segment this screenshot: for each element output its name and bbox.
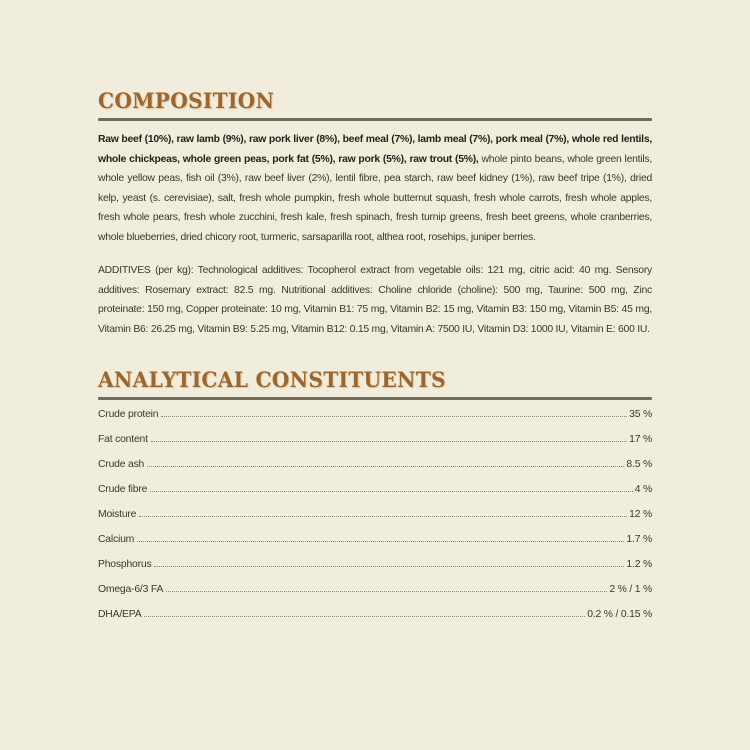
constituent-row [98, 459, 652, 484]
dot-leader [150, 490, 632, 492]
dot-leader [139, 515, 627, 517]
constituent-value: 17 % [629, 434, 652, 445]
composition-heading: COMPOSITION [98, 88, 275, 113]
constituent-row [98, 434, 652, 459]
constituent-row [98, 559, 652, 584]
analytical-constituents-heading: ANALYTICAL CONSTITUENTS [98, 367, 446, 392]
constituent-value: 35 % [629, 409, 652, 420]
constituent-row [98, 609, 652, 634]
dot-leader [147, 465, 624, 467]
constituent-label: DHA/EPA [98, 609, 142, 620]
constituent-value: 8.5 % [626, 459, 652, 470]
composition-section [98, 88, 652, 339]
nutrition-document [98, 88, 652, 634]
constituent-value: 1.2 % [626, 559, 652, 570]
primary-ingredients: Raw beef (10%), raw lamb (9%), raw pork liver (8%), beef meal (7%), lamb meal (7%), pork meal (7%), whole red lentils, whole chickpeas, whole green peas, pork fat (5%), raw pork (5%), raw trout (5%), [98, 134, 652, 165]
secondary-ingredients: whole pinto beans, whole green lentils, whole yellow peas, fish oil (3%), raw beef liver (2%), lentil fibre, pea starch, raw beef kidney (1%), raw beef tripe (1%), dried kelp, yeast (s. cerevisiae), salt, fresh whole pumpkin, fresh whole butternut squash, fresh whole carrots, fresh whole apples, fresh whole pears, fresh whole zucchini, fresh kale, fresh spinach, fresh turnip greens, fresh beet greens, whole cranberries, whole blueberries, dried chicory root, turmeric, sarsaparilla root, althea root, rosehips, juniper berries. [98, 153, 652, 243]
constituent-row [98, 409, 652, 434]
constituent-label: Fat content [98, 434, 148, 445]
dot-leader [151, 440, 627, 442]
constituent-value: 2 % / 1 % [609, 584, 652, 595]
composition-ingredients [98, 130, 652, 247]
additives-text: ADDITIVES (per kg): Technological additives: Tocopherol extract from vegetable oils: 121 mg, citric acid: 40 mg. Sensory additives: Rosemary extract: 82.5 mg. Nutritional additives: Choline chloride (choline): 500 mg, Taurine: 500 mg, Zinc proteinate: 150 mg, Copper proteinate: 10 mg, Vitamin B1: 75 mg, Vitamin B2: 15 mg, Vitamin B3: 150 mg, Vitamin B5: 45 mg, Vitamin B6: 26.25 mg, Vitamin B9: 5.25 mg, Vitamin B12: 0.15 mg, Vitamin A: 7500 IU, Vitamin D3: 1000 IU, Vitamin E: 600 IU. [98, 265, 652, 335]
dot-leader [166, 590, 607, 592]
analytical-divider [98, 397, 652, 400]
constituent-value: 12 % [629, 509, 652, 520]
constituent-label: Crude fibre [98, 484, 148, 495]
constituent-value: 1.7 % [626, 534, 652, 545]
constituent-value: 0.2 % / 0.15 % [587, 609, 652, 620]
composition-divider [98, 118, 652, 121]
constituents-list [98, 409, 652, 634]
dot-leader [161, 415, 627, 417]
constituent-label: Phosphorus [98, 559, 152, 570]
constituent-row [98, 509, 652, 534]
constituent-row [98, 534, 652, 559]
constituent-label: Calcium [98, 534, 135, 545]
dot-leader [154, 565, 624, 567]
constituent-label: Crude ash [98, 459, 145, 470]
dot-leader [144, 615, 585, 617]
constituent-label: Moisture [98, 509, 137, 520]
analytical-constituents-section [98, 367, 652, 634]
constituent-value: 4 % [634, 484, 652, 495]
constituent-label: Omega-6/3 FA [98, 584, 164, 595]
constituent-label: Crude protein [98, 409, 159, 420]
dot-leader [137, 540, 624, 542]
constituent-row [98, 584, 652, 609]
constituent-row [98, 484, 652, 509]
